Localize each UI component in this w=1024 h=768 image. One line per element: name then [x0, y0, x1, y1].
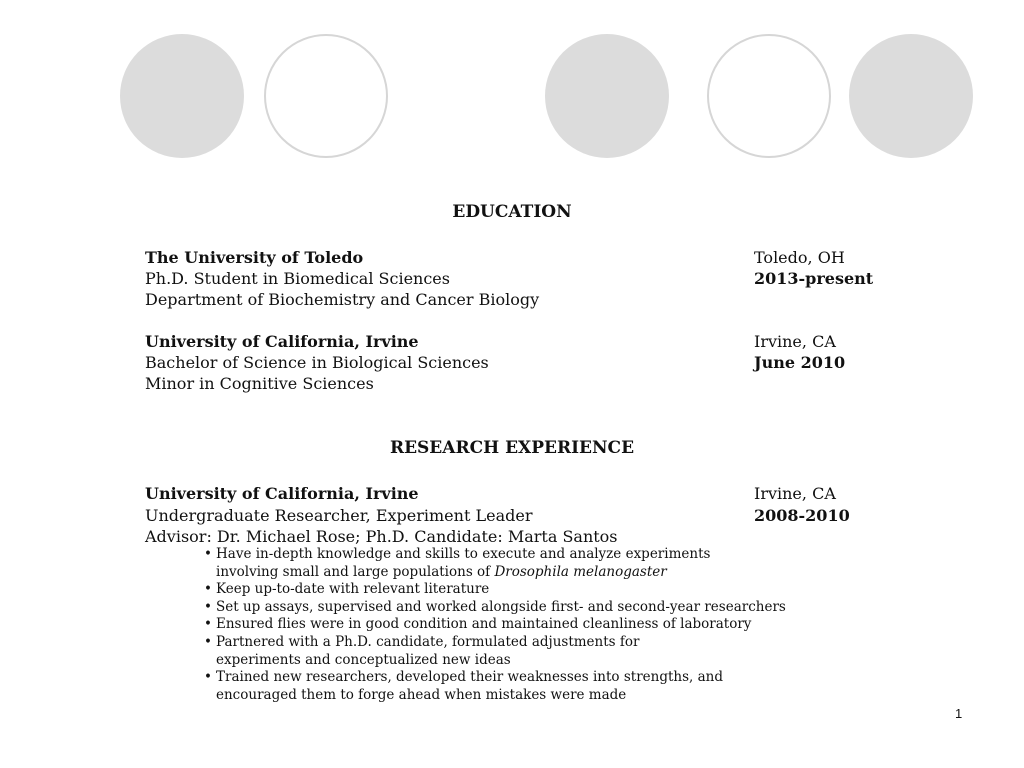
- toledo-name: The University of Toledo: [145, 248, 364, 267]
- toledo-location: Toledo, OH: [754, 248, 845, 267]
- bullet-text: Set up assays, supervised and worked alongside first- and second-year researchers: [216, 598, 786, 615]
- toledo-department: Department of Biochemistry and Cancer Biology: [145, 290, 540, 309]
- decorative-circle-filled-2: [545, 34, 669, 158]
- toledo-dates: 2013-present: [754, 269, 874, 288]
- bullet-item: [204, 634, 786, 652]
- research-role: Undergraduate Researcher, Experiment Leader: [145, 506, 533, 525]
- bullet-item: [204, 669, 786, 687]
- bullet-continuation: encouraged them to forge ahead when mistakes were made: [216, 686, 627, 703]
- toledo-degree: Ph.D. Student in Biomedical Sciences: [145, 269, 450, 288]
- uci-minor: Minor in Cognitive Sciences: [145, 374, 374, 393]
- research-dates: 2008-2010: [754, 506, 850, 525]
- uci-name: University of California, Irvine: [145, 332, 419, 351]
- decorative-circle-filled-3: [849, 34, 973, 158]
- bullet-dot: •: [204, 616, 212, 633]
- research-advisor: Advisor: Dr. Michael Rose; Ph.D. Candidate: Marta Santos: [145, 527, 618, 546]
- bullet-text: Keep up-to-date with relevant literature: [216, 581, 490, 598]
- research-bullet-list: [204, 546, 786, 704]
- bullet-text: Ensured flies were in good condition and maintained cleanliness of laboratory: [216, 616, 752, 633]
- bullet-continuation: [204, 564, 786, 582]
- bullet-text: Trained new researchers, developed their weaknesses into strengths, and: [216, 669, 723, 686]
- bullet-dot: •: [204, 598, 212, 615]
- uci-dates: June 2010: [754, 353, 846, 372]
- research-heading: RESEARCH EXPERIENCE: [389, 438, 635, 458]
- bullet-dot: •: [204, 669, 212, 686]
- research-institution: University of California, Irvine: [145, 484, 419, 503]
- bullet-text: involving small and large populations of: [216, 563, 495, 580]
- bullet-dot: •: [204, 546, 212, 562]
- bullet-dot: •: [204, 581, 212, 598]
- page-number: 1: [955, 706, 963, 721]
- uci-location: Irvine, CA: [754, 332, 836, 351]
- bullet-item: [204, 616, 786, 634]
- decorative-circle-outline-2: [707, 34, 831, 158]
- education-heading: EDUCATION: [452, 202, 572, 222]
- research-location: Irvine, CA: [754, 484, 836, 503]
- bullet-item: [204, 599, 786, 617]
- bullet-text: Partnered with a Ph.D. candidate, formulated adjustments for: [216, 633, 640, 650]
- bullet-dot: •: [204, 633, 212, 650]
- decorative-circle-filled-1: [120, 34, 244, 158]
- species-name: Drosophila melanogaster: [494, 563, 667, 580]
- bullet-item: [204, 546, 786, 564]
- decorative-circle-outline-1: [264, 34, 388, 158]
- uci-degree: Bachelor of Science in Biological Sciences: [145, 353, 489, 372]
- bullet-continuation: experiments and conceptualized new ideas: [216, 651, 511, 668]
- bullet-text: Have in-depth knowledge and skills to execute and analyze experiments: [216, 546, 711, 562]
- bullet-item: [204, 581, 786, 599]
